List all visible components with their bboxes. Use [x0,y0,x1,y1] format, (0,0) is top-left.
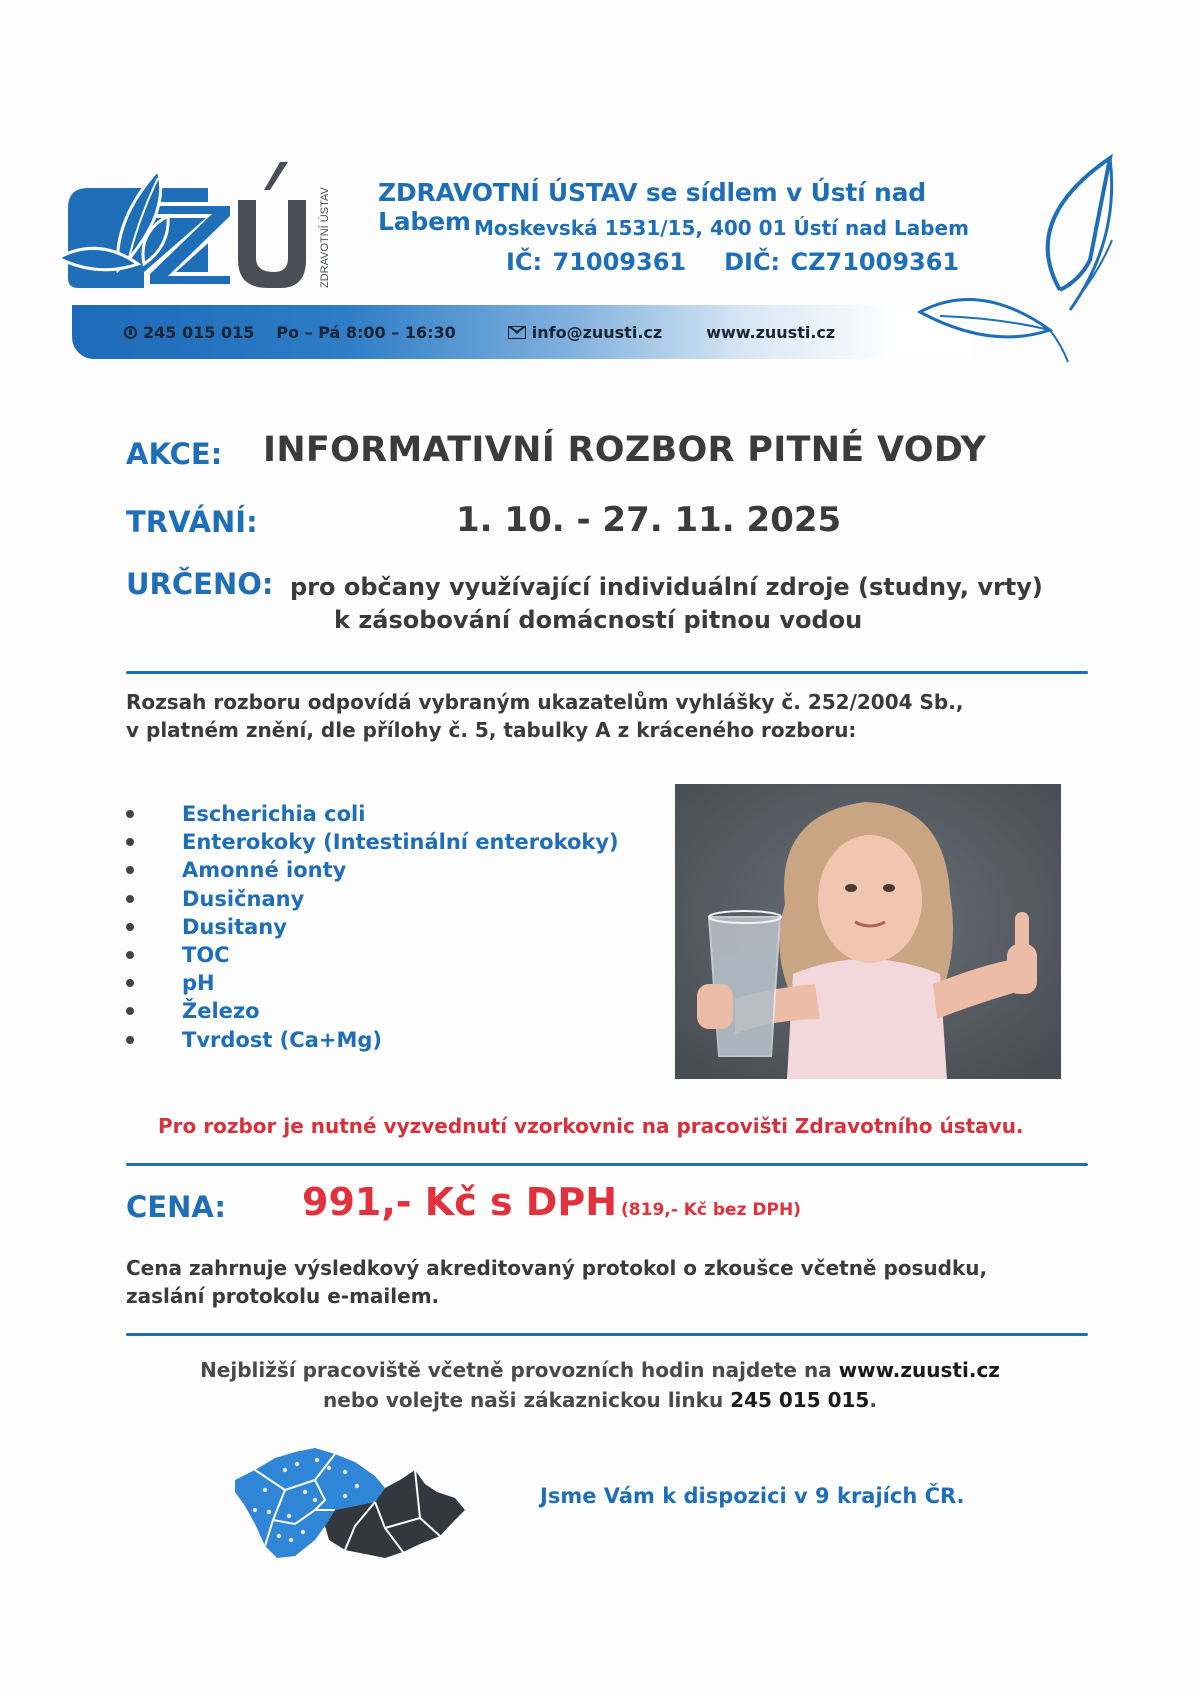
contact-phone-number: 245 015 015 [143,322,255,342]
list-item [122,1026,642,1054]
contact-email[interactable] [508,323,662,342]
list-item [122,885,642,913]
footer-website-link[interactable]: www.zuusti.cz [838,1358,1000,1382]
bullet-icon [126,979,134,987]
akce-label: AKCE: [126,437,223,471]
price-note [126,1254,1056,1310]
cena-label: CENA: [126,1190,226,1224]
analyte-label: Dusičnany [182,886,305,911]
logo-vertical-text: ZDRAVOTNÍ ÚSTAV [319,187,331,288]
list-item [122,856,642,884]
bullet-icon [126,810,134,818]
price-with-vat: 991,- Kč s DPH [302,1180,618,1224]
divider [126,1163,1088,1166]
analyte-label: Dusitany [182,914,287,939]
event-title: INFORMATIVNÍ ROZBOR PITNÉ VODY [263,430,987,470]
footer-line-2-text: nebo volejte naši zákaznickou linku [323,1388,731,1412]
scope-line-1: Rozsah rozboru odpovídá vybraným ukazatelům vyhlášky č. 252/2004 Sb., [126,690,964,714]
scope-line-2: v platném znění, dle přílohy č. 5, tabulky A z kráceného rozboru: [126,718,857,742]
girl-with-water-photo [675,784,1061,1079]
analyte-label: Enterokoky (Intestinální enterokoky) [182,830,619,855]
event-audience [290,571,1070,637]
bullet-icon [126,1036,134,1044]
price-without-vat: (819,- Kč bez DPH) [621,1200,801,1220]
analyte-label: Escherichia coli [182,802,366,827]
footer-line-1 [150,1355,1050,1385]
footer-line-2 [150,1385,1050,1415]
bullet-icon [126,951,134,959]
contact-phone[interactable] [124,323,254,342]
price-note-line-1: Cena zahrnuje výsledkový akreditovaný protokol o zkoušce včetně posudku, [126,1256,988,1280]
footer-line-1-text: Nejbližší pracoviště včetně provozních hodin najdete na [200,1358,839,1382]
mail-icon [508,326,526,339]
bullet-icon [126,838,134,846]
czech-regions-map-icon [225,1440,475,1560]
list-item [122,969,642,997]
list-item [122,941,642,969]
leaf-decoration-icon [900,150,1130,370]
audience-line-1: pro občany využívající individuální zdroje (studny, vrty) [290,573,1043,601]
org-ids [506,248,959,276]
analyte-label: TOC [182,943,230,968]
contact-band [72,305,972,359]
scope-description [126,688,1056,744]
divider [126,671,1088,674]
contact-hours: Po – Pá 8:00 – 16:30 [276,322,456,342]
urceno-label: URČENO: [126,567,274,601]
org-address: Moskevská 1531/15, 400 01 Ústí nad Labem [474,216,969,240]
org-ic: IČ: 71009361 [506,248,687,276]
event-duration: 1. 10. - 27. 11. 2025 [456,500,842,540]
bullet-icon [126,1007,134,1015]
bullet-icon [126,895,134,903]
bullet-icon [126,866,134,874]
zu-logo [58,160,348,290]
analyte-label: pH [182,971,215,996]
trvani-label: TRVÁNÍ: [126,505,258,539]
price-note-line-2: zaslání protokolu e-mailem. [126,1284,440,1308]
divider [126,1333,1088,1336]
analyte-label: Tvrdost (Ca+Mg) [182,1027,382,1052]
contact-email-address: info@zuusti.cz [531,322,663,342]
pickup-notice: Pro rozbor je nutné vyzvednutí vzorkovnic na pracovišti Zdravotního ústavu. [158,1114,1024,1138]
org-title: ZDRAVOTNÍ ÚSTAV se sídlem v Ústí nad Labem [378,178,926,236]
regions-coverage: Jsme Vám k dispozici v 9 krajích ČR. [540,1484,965,1508]
phone-icon [124,326,137,339]
list-item [122,913,642,941]
list-item [122,828,642,856]
price-value [302,1180,801,1224]
audience-line-2: k zásobování domácností pitnou vodou [334,606,863,634]
footer-phone[interactable]: 245 015 015 [730,1388,870,1412]
footer-line-2-end: . [869,1388,877,1412]
list-item [122,997,642,1025]
org-dic: DIČ: CZ71009361 [724,248,960,276]
footer-contact [150,1355,1050,1415]
contact-website[interactable]: www.zuusti.cz [706,322,836,342]
analyte-label: Amonné ionty [182,858,347,883]
analyte-label: Železo [182,999,260,1024]
bullet-icon [126,923,134,931]
list-item [122,800,642,828]
analyte-list [122,800,642,1054]
